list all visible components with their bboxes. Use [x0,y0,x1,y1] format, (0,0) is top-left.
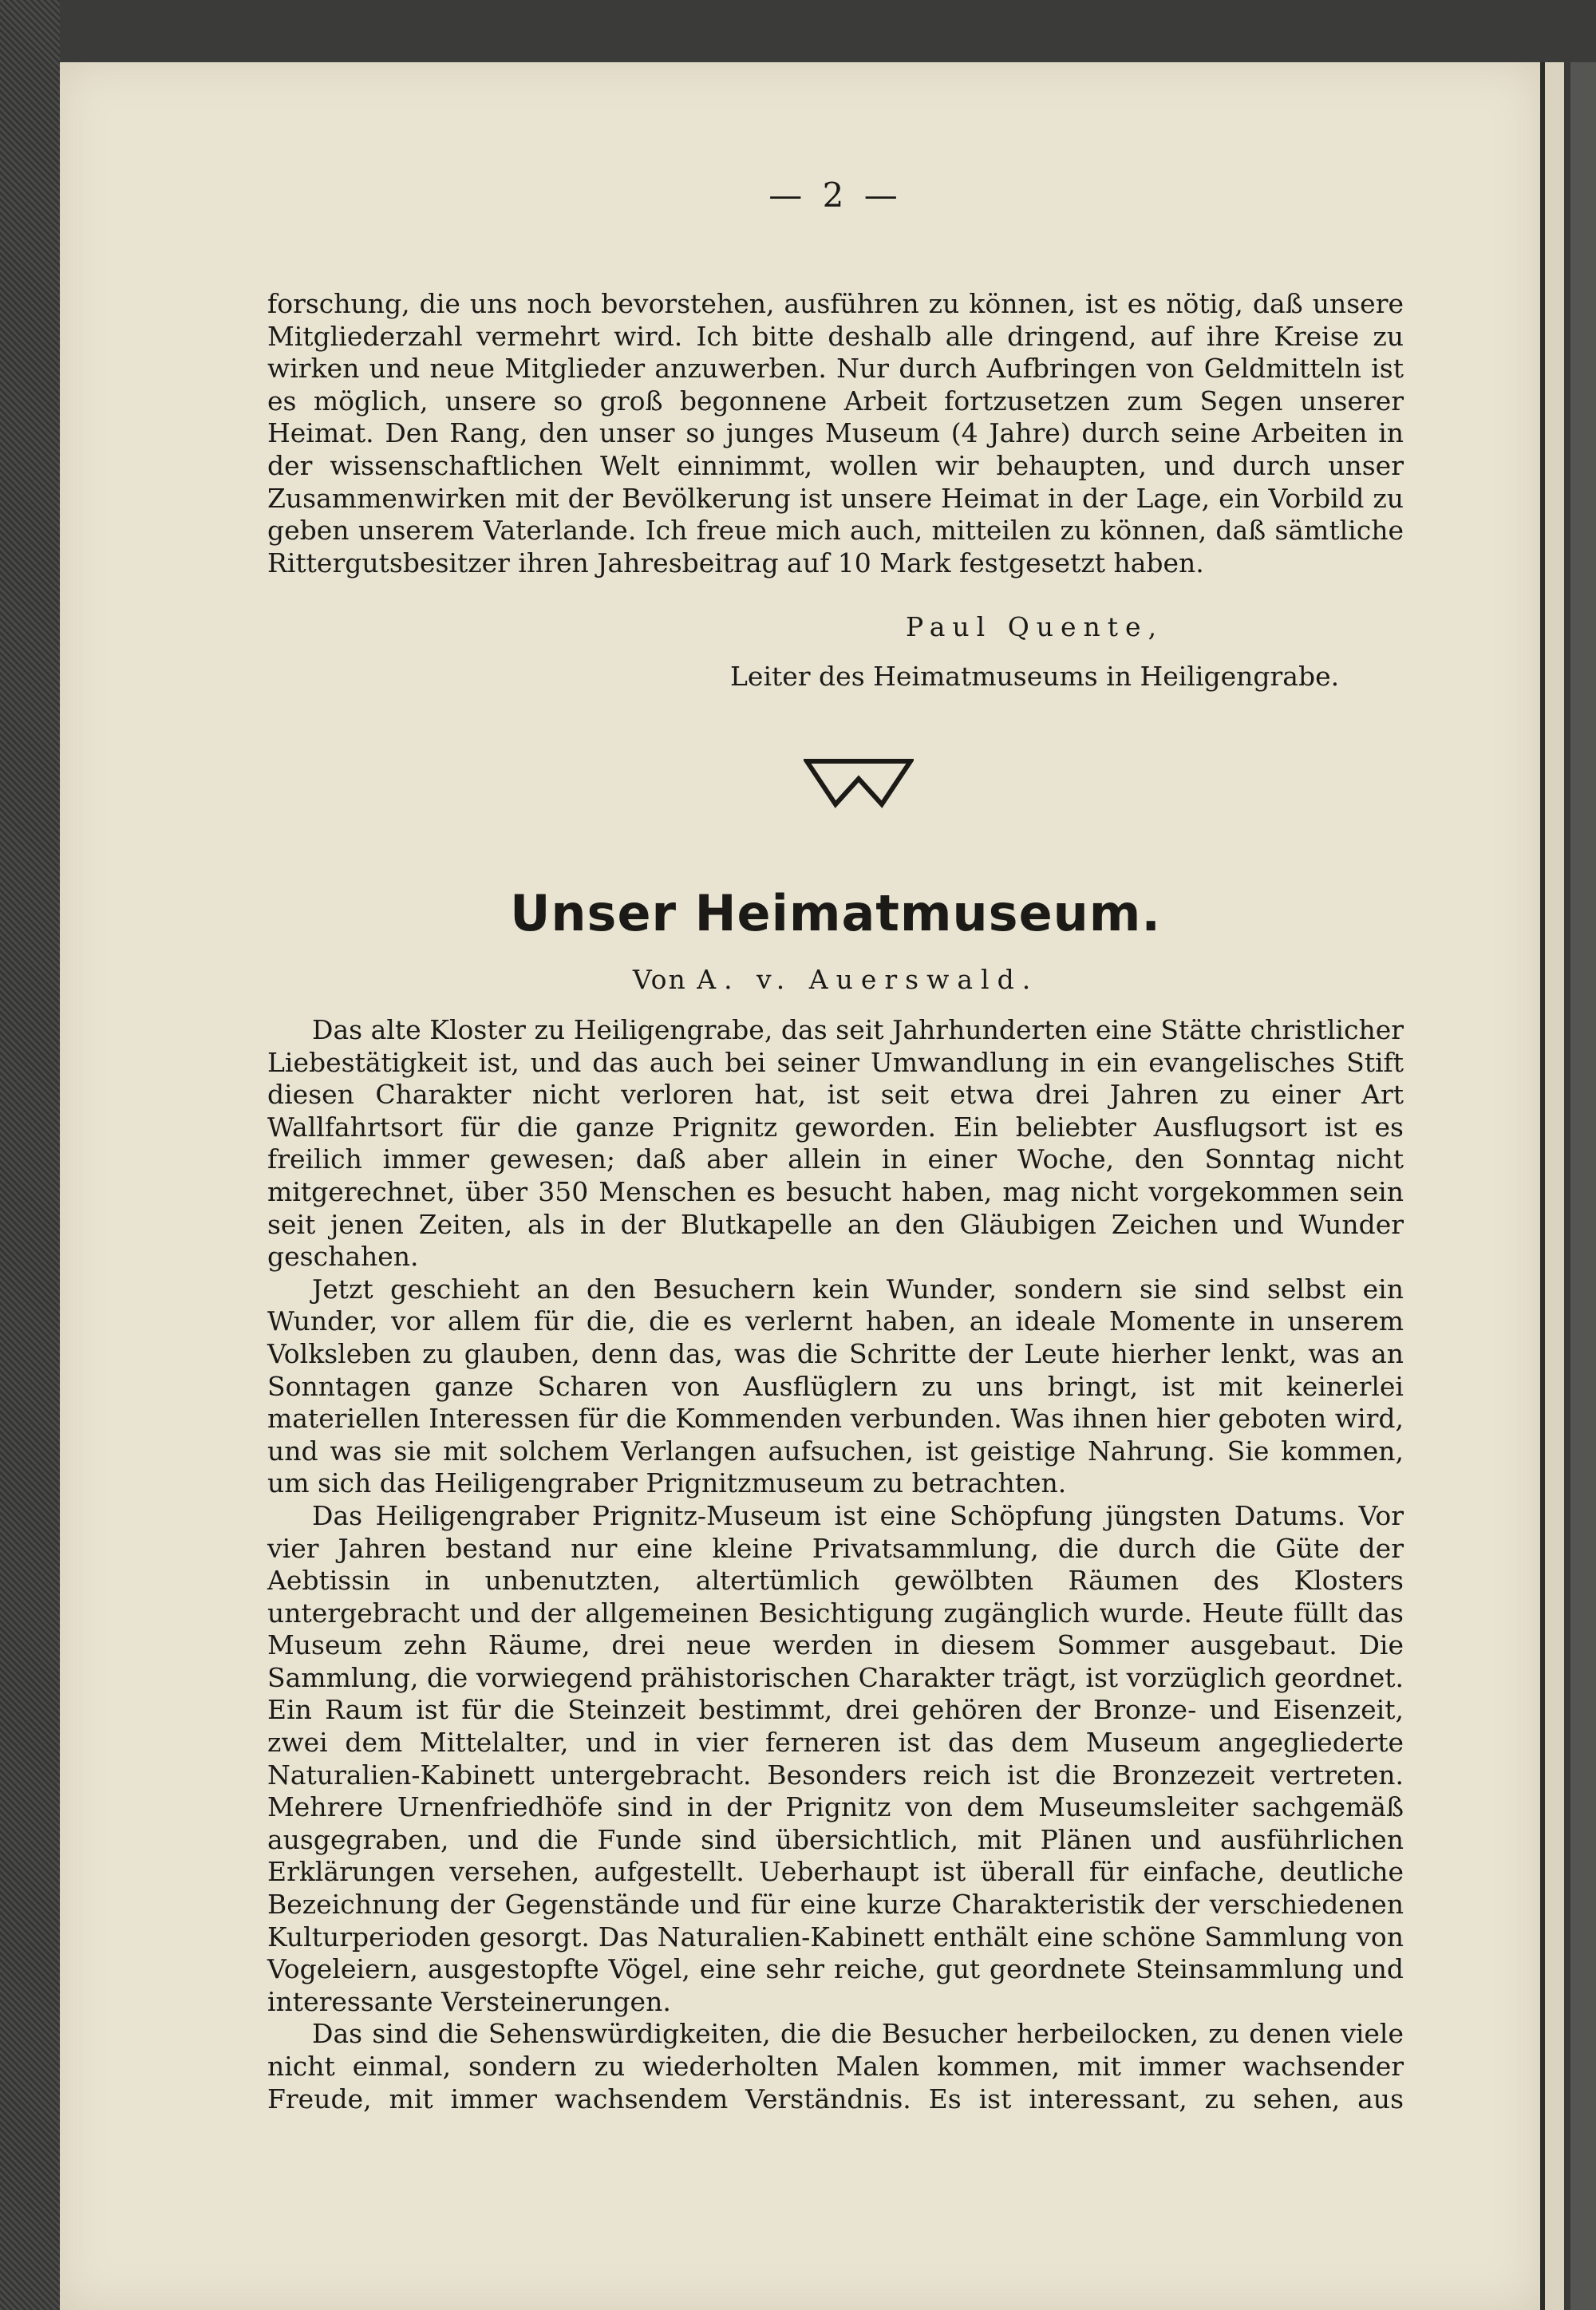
book-binding-left [0,0,60,2310]
signature-title: Leiter des Heimatmuseums in Heiligengrabe. [730,661,1340,692]
article-paragraph: Das alte Kloster zu Heiligengrabe, das seit Jahrhunderten eine Stätte christlicher Liebestätigkeit ist, und das auch bei seiner Umwandlung in ein evangelisches Stift diesen Charakter nicht verloren hat, ist seit etwa drei Jahren zu einer Art Wallfahrtsort für die ganze Prignitz geworden. Ein beliebter Ausflugsort ist es freilich immer gewesen; daß aber allein in einer Woche, den Sonntag nicht mitgerechnet, über 350 Menschen es besucht haben, mag nicht vorgekommen sein seit jenen Zeiten, als in der Blutkapelle an den Gläubigen Zeichen und Wunder geschahen. [267,1014,1404,1273]
document-page [60,62,1540,2310]
article-paragraph: Das sind die Sehenswürdigkeiten, die die Besucher herbeilocken, zu denen viele nicht einmal, sondern zu wiederholten Malen kommen, mit immer wachsender Freude, mit immer wachsendem Verständnis. Es ist interessant, zu sehen, aus [267,2018,1404,2115]
page-number: — 2 — [768,176,903,215]
byline-author: A. v. Auerswald. [697,964,1039,995]
byline-prefix: Von [632,964,687,995]
article-byline [267,964,1404,995]
article-paragraph: Das Heiligengraber Prignitz-Museum ist eine Schöpfung jüngsten Datums. Vor vier Jahren bestand nur eine kleine Privatsammlung, die durch die Güte der Aebtissin in unbenutzten, altertümlich gewölbten Räumen des Klosters untergebracht und der allgemeinen Besichtigung zugänglich wurde. Heute füllt das Museum zehn Räume, drei neue werden in diesem Sommer ausgebaut. Die Sammlung, die vorwiegend prähistorischen Charakter trägt, ist vorzüglich geordnet. Ein Raum ist für die Steinzeit bestimmt, drei gehören der Bronze- und Eisenzeit, zwei dem Mittelalter, und in vier ferneren ist das dem Museum angegliederte Naturalien-Kabinett untergebracht. Besonders reich ist die Bronzezeit vertreten. Mehrere Urnenfriedhöfe sind in der Prignitz von dem Museumsleiter sachgemäß ausgegraben, und die Funde sind übersichtlich, mit Plänen und ausführlichen Erklärungen versehen, aufgestellt. Ueberhaupt ist überall für einfache, deutliche Bezeichnung der Gegenstände und für eine kurze Charakteristik der verschiedenen Kulturperioden gesorgt. Das Naturalien-Kabinett enthält eine schöne Sammlung von Vogeleiern, ausgestopfte Vögel, eine sehr reiche, gut geordnete Steinsammlung und interessante Versteinerungen. [267,1499,1404,2017]
article-paragraph: Jetzt geschieht an den Besuchern kein Wunder, sondern sie sind selbst ein Wunder, vor allem für die, die es verlernt haben, an ideale Momente in unserem Volksleben zu glauben, denn das, was die Schritte der Leute hierher lenkt, was an Sonntagen ganze Scharen von Ausflüglern zu uns bringt, ist mit keinerlei materiellen Interessen für die Kommenden verbunden. Was ihnen hier geboten wird, und was sie mit solchem Verlangen aufsuchen, ist geistige Nahrung. Sie kommen, um sich das Heiligengraber Prignitzmuseum zu betrachten. [267,1273,1404,1499]
signature-name: Paul Quente, [906,611,1164,642]
intro-paragraph: forschung, die uns noch bevorstehen, ausführen zu können, ist es nötig, daß unsere Mitgliederzahl vermehrt wird. Ich bitte deshalb alle dringend, auf ihre Kreise zu wirken und neue Mitglieder anzuwerben. Nur durch Aufbringen von Geldmitteln ist es möglich, unsere so groß begonnene Arbeit fortzusetzen zum Segen unserer Heimat. Den Rang, den unser so junges Museum (4 Jahre) durch seine Arbeiten in der wissenschaftlichen Welt einnimmt, wollen wir behaupten, und durch unser Zusammenwirken mit der Bevölkerung ist unsere Heimat in der Lage, ein Vorbild zu geben unserem Vaterlande. Ich freue mich auch, mitteilen zu können, daß sämtliche Rittergutsbesitzer ihren Jahresbeitrag auf 10 Mark festgesetzt haben. [267,288,1404,578]
article-body [267,1014,1404,2115]
book-page-edge-right [1540,62,1596,2310]
ornament-divider-icon [804,755,914,811]
article-title: Unser Heimatmuseum. [510,884,1161,942]
